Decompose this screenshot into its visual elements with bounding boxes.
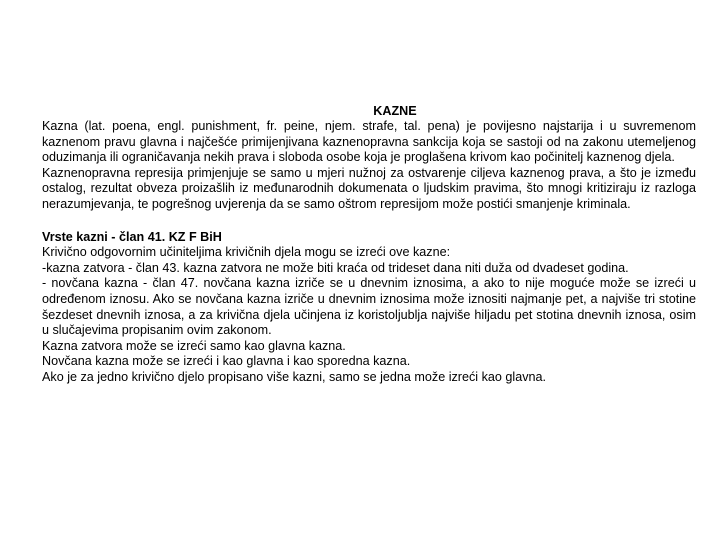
section-line: Novčana kazna može se izreći i kao glavna i kao sporedna kazna. (42, 354, 411, 369)
section-line: Krivično odgovornim učiniteljima krivičnih djela mogu se izreći ove kazne: (42, 245, 451, 260)
intro-paragraph: Kaznenopravna represija primjenjuje se samo u mjeri nužnoj za ostvarenje ciljeva kaznenog prava, a što je između ostalog, rezultat obveza proizašlih iz međunarodnih dokumenata o ljudskim pravima, što mnogi kritiziraju iz razloga nerazumjevanja, te pogrešnog uvjerenja da se samo oštrom represijom može postići smanjenje kriminala. (42, 165, 696, 211)
paragraph-gap (42, 213, 696, 230)
document-body (42, 104, 696, 386)
section-heading: Vrste kazni - član 41. KZ F BiH (42, 229, 222, 244)
section-line: -kazna zatvora - član 43. kazna zatvora ne može biti kraća od trideset dana niti duža od dvadeset godina. (42, 260, 629, 275)
section-line: - novčana kazna - član 47. novčana kazna izriče se u dnevnim iznosima, a ako to nije moguće može se izreći u određenom iznosu. Ako se novčana kazna izriče u dnevnim iznosima može iznositi najmanje pet, a najviše tri stotine šezdeset dnevnih iznosa, a za krivična djela učinjena iz koristoljublja najviše hiljadu pet stotina dnevnih iznosa, osim u slučajevima propisanim ovim zakonom. (42, 276, 696, 338)
intro-paragraph: Kazna (lat. poena, engl. punishment, fr. peine, njem. strafe, tal. pena) je povijesno najstarija i u suvremenom kaznenom pravu glavna i najčešće primijenjivana kaznenopravna sankcija koja se sastoji od na zakonu utemeljenog oduzimanja ili ograničavanja nekih prava i sloboda osobe koja je proglašena krivom kao počinitelj kaznenog djela. (42, 119, 696, 165)
document-title: KAZNE (373, 104, 417, 118)
section-line: Ako je za jedno krivično djelo propisano više kazni, samo se jedna može izreći kao glavna. (42, 369, 547, 384)
section-line: Kazna zatvora može se izreći samo kao glavna kazna. (42, 338, 346, 353)
